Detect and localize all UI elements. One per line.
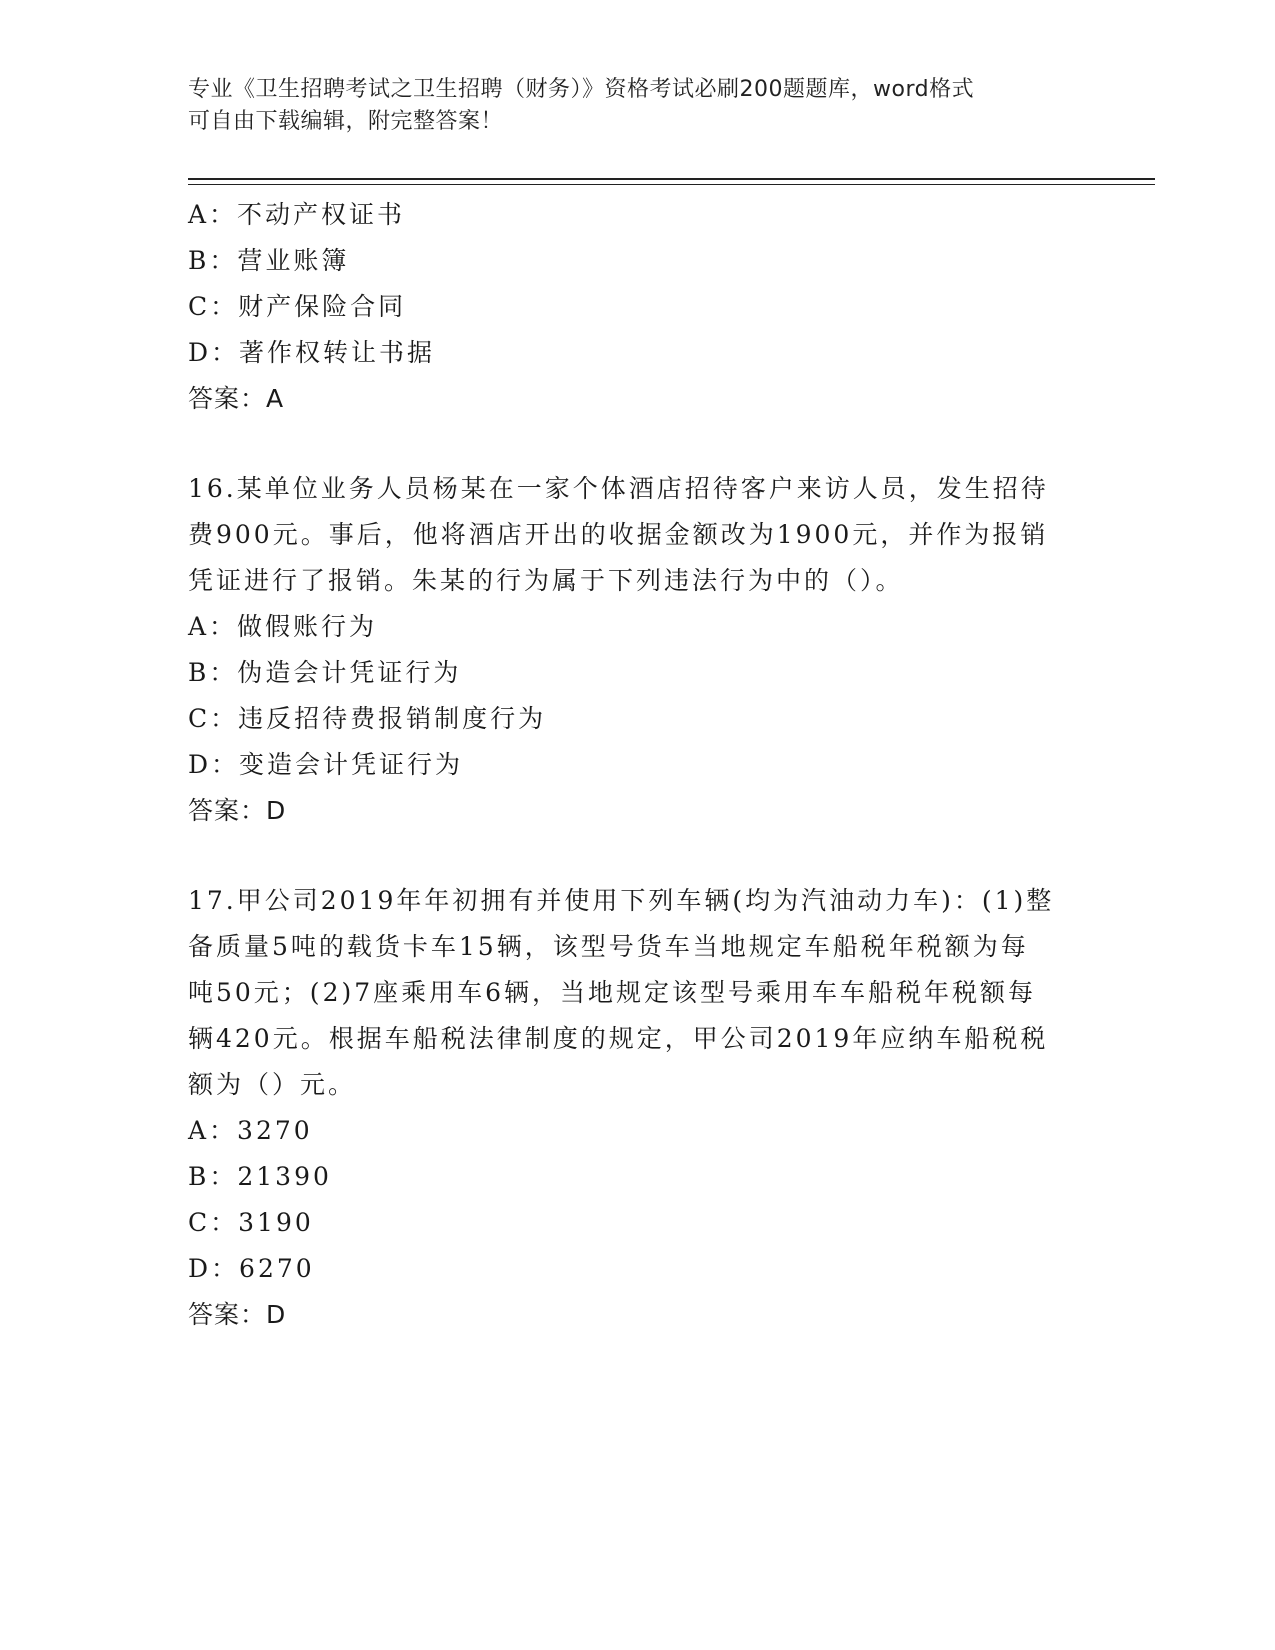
question-15-block [188, 192, 1088, 422]
spacer [188, 422, 1088, 466]
question-text-line: 吨50元；(2)7座乘用车6辆，当地规定该型号乘用车车船税年税额每 [188, 978, 1037, 1007]
question-text-line: 费900元。事后，他将酒店开出的收据金额改为1900元，并作为报销 [188, 520, 1049, 549]
question-text-line: 辆420元。根据车船税法律制度的规定，甲公司2019年应纳车船税税 [188, 1024, 1049, 1053]
question-text-line: 备质量5吨的载货卡车15辆，该型号货车当地规定车船税年税额为每 [188, 932, 1029, 961]
header-line-1: 专业《卫生招聘考试之卫生招聘（财务）》资格考试必刷200题题库，word格式 [188, 77, 975, 102]
header-divider-thick [188, 178, 1155, 180]
option-b: B：21390 [188, 1162, 332, 1191]
question-text-line: 额为（）元。 [188, 1070, 357, 1099]
option-a: A：3270 [188, 1116, 313, 1145]
answer-label: 答案：D [188, 1300, 287, 1329]
option-c: C：财产保险合同 [188, 292, 407, 321]
question-17-block [188, 878, 1088, 1338]
header-line-2: 可自由下载编辑，附完整答案！ [188, 109, 504, 134]
option-d: D：变造会计凭证行为 [188, 750, 464, 779]
option-d: D：6270 [188, 1254, 315, 1283]
option-b: B：伪造会计凭证行为 [188, 658, 462, 687]
question-text-line: 16.某单位业务人员杨某在一家个体酒店招待客户来访人员，发生招待 [188, 474, 1049, 503]
answer-label: 答案：D [188, 796, 287, 825]
option-c: C：违反招待费报销制度行为 [188, 704, 547, 733]
answer-label: 答案：A [188, 384, 285, 413]
header-divider-thin [188, 184, 1155, 185]
question-text-line: 凭证进行了报销。朱某的行为属于下列违法行为中的（）。 [188, 566, 904, 595]
option-a: A：做假账行为 [188, 612, 378, 641]
option-c: C：3190 [188, 1208, 314, 1237]
option-d: D：著作权转让书据 [188, 338, 436, 367]
option-a: A：不动产权证书 [188, 200, 406, 229]
question-text-line: 17.甲公司2019年年初拥有并使用下列车辆(均为汽油动力车)：(1)整 [188, 886, 1055, 915]
spacer [188, 834, 1088, 878]
option-b: B：营业账簿 [188, 246, 350, 275]
document-header [188, 74, 1088, 138]
question-16-block [188, 466, 1088, 834]
question-list [188, 192, 1088, 1338]
